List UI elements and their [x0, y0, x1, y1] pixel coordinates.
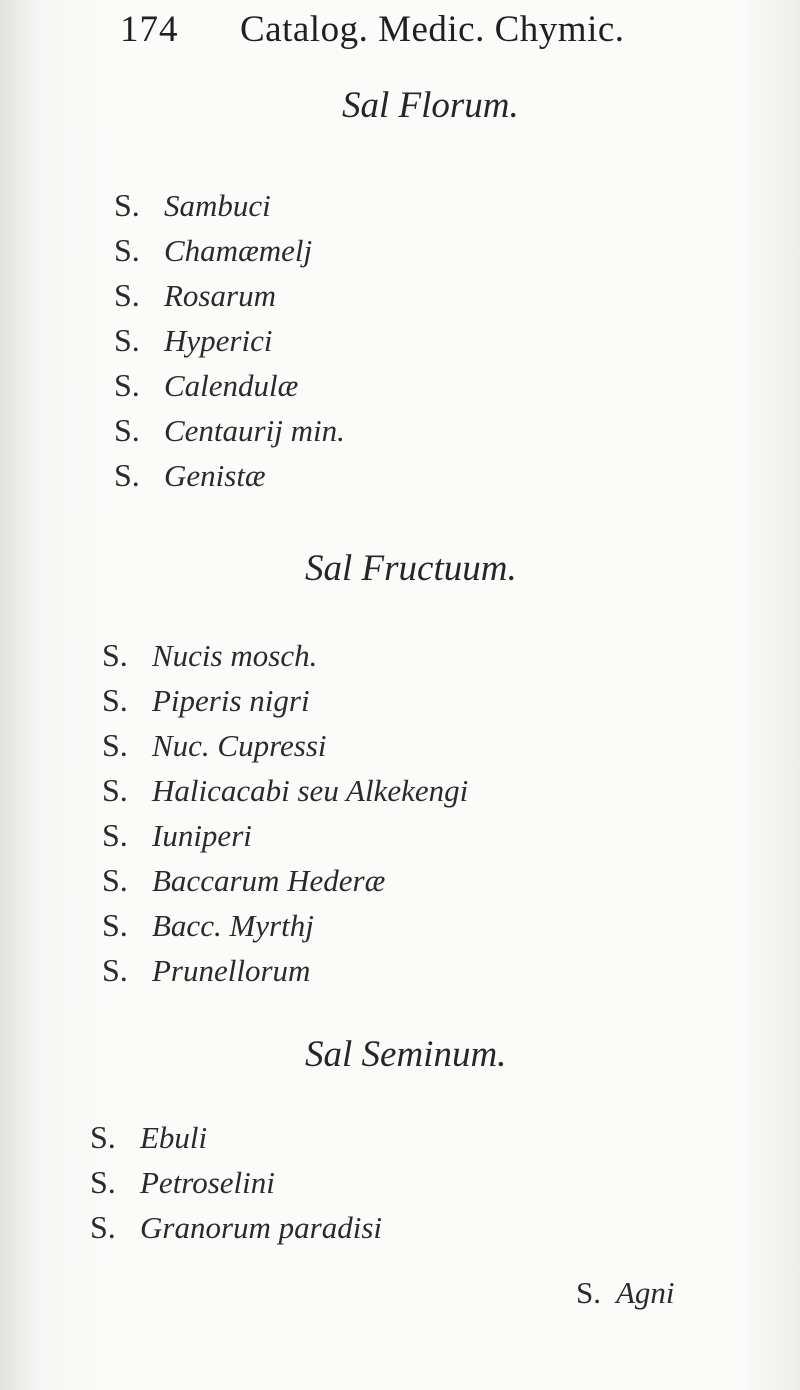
entry-name: Sambuci	[164, 188, 271, 223]
entry-abbreviation: S.	[90, 1209, 116, 1245]
entry-name: Centaurij min.	[164, 413, 345, 448]
section-heading-sal-seminum: Sal Seminum.	[305, 1034, 507, 1075]
entry-abbreviation: S.	[102, 862, 128, 898]
list-item	[90, 1205, 382, 1250]
entry-abbreviation: S.	[102, 952, 128, 988]
catchword-abbreviation: S.	[576, 1275, 601, 1310]
entry-abbreviation: S.	[90, 1164, 116, 1200]
entry-name: Baccarum Hederæ	[152, 863, 386, 898]
list-item	[114, 273, 345, 318]
list-item	[102, 813, 468, 858]
entry-name: Calendulæ	[164, 368, 299, 403]
entry-name: Chamæmelj	[164, 233, 313, 268]
entry-name: Hyperici	[164, 323, 273, 358]
list-item	[102, 633, 468, 678]
list-item	[102, 768, 468, 813]
section-heading-sal-florum: Sal Florum.	[342, 85, 519, 126]
entry-name: Halicacabi seu Alkekengi	[152, 773, 469, 808]
entry-abbreviation: S.	[102, 817, 128, 853]
entry-name: Ebuli	[140, 1120, 208, 1155]
list-item	[114, 183, 345, 228]
entry-abbreviation: S.	[114, 367, 140, 403]
running-title: Catalog. Medic. Chymic.	[240, 9, 625, 50]
entry-list-sal-fructuum	[102, 633, 468, 993]
entry-abbreviation: S.	[114, 232, 140, 268]
entry-abbreviation: S.	[114, 322, 140, 358]
list-item	[90, 1160, 382, 1205]
entry-name: Petroselini	[140, 1165, 275, 1200]
section-heading-sal-fructuum: Sal Fructuum.	[305, 548, 517, 589]
entry-name: Nucis mosch.	[152, 638, 318, 673]
entry-abbreviation: S.	[114, 412, 140, 448]
entry-list-sal-seminum	[90, 1115, 382, 1250]
entry-abbreviation: S.	[102, 727, 128, 763]
entry-abbreviation: S.	[114, 457, 140, 493]
list-item	[102, 678, 468, 723]
entry-name: Iuniperi	[152, 818, 252, 853]
entry-abbreviation: S.	[102, 637, 128, 673]
entry-abbreviation: S.	[114, 187, 140, 223]
entry-abbreviation: S.	[102, 682, 128, 718]
page-number: 174	[120, 9, 179, 50]
entry-name: Piperis nigri	[152, 683, 310, 718]
list-item	[102, 858, 468, 903]
entry-name: Genistæ	[164, 458, 266, 493]
catchword	[576, 1275, 675, 1311]
list-item	[114, 453, 345, 498]
catchword-name: Agni	[616, 1275, 675, 1310]
list-item	[114, 228, 345, 273]
running-head	[120, 0, 680, 60]
entry-abbreviation: S.	[102, 907, 128, 943]
entry-name: Granorum paradisi	[140, 1210, 383, 1245]
list-item	[114, 408, 345, 453]
entry-name: Prunellorum	[152, 953, 311, 988]
entry-name: Nuc. Cupressi	[152, 728, 327, 763]
entry-abbreviation: S.	[102, 772, 128, 808]
list-item	[102, 948, 468, 993]
list-item	[114, 363, 345, 408]
entry-name: Bacc. Myrthj	[152, 908, 314, 943]
list-item	[102, 903, 468, 948]
entry-abbreviation: S.	[114, 277, 140, 313]
list-item	[102, 723, 468, 768]
entry-abbreviation: S.	[90, 1119, 116, 1155]
list-item	[114, 318, 345, 363]
entry-list-sal-florum	[114, 183, 345, 498]
entry-name: Rosarum	[164, 278, 276, 313]
list-item	[90, 1115, 382, 1160]
